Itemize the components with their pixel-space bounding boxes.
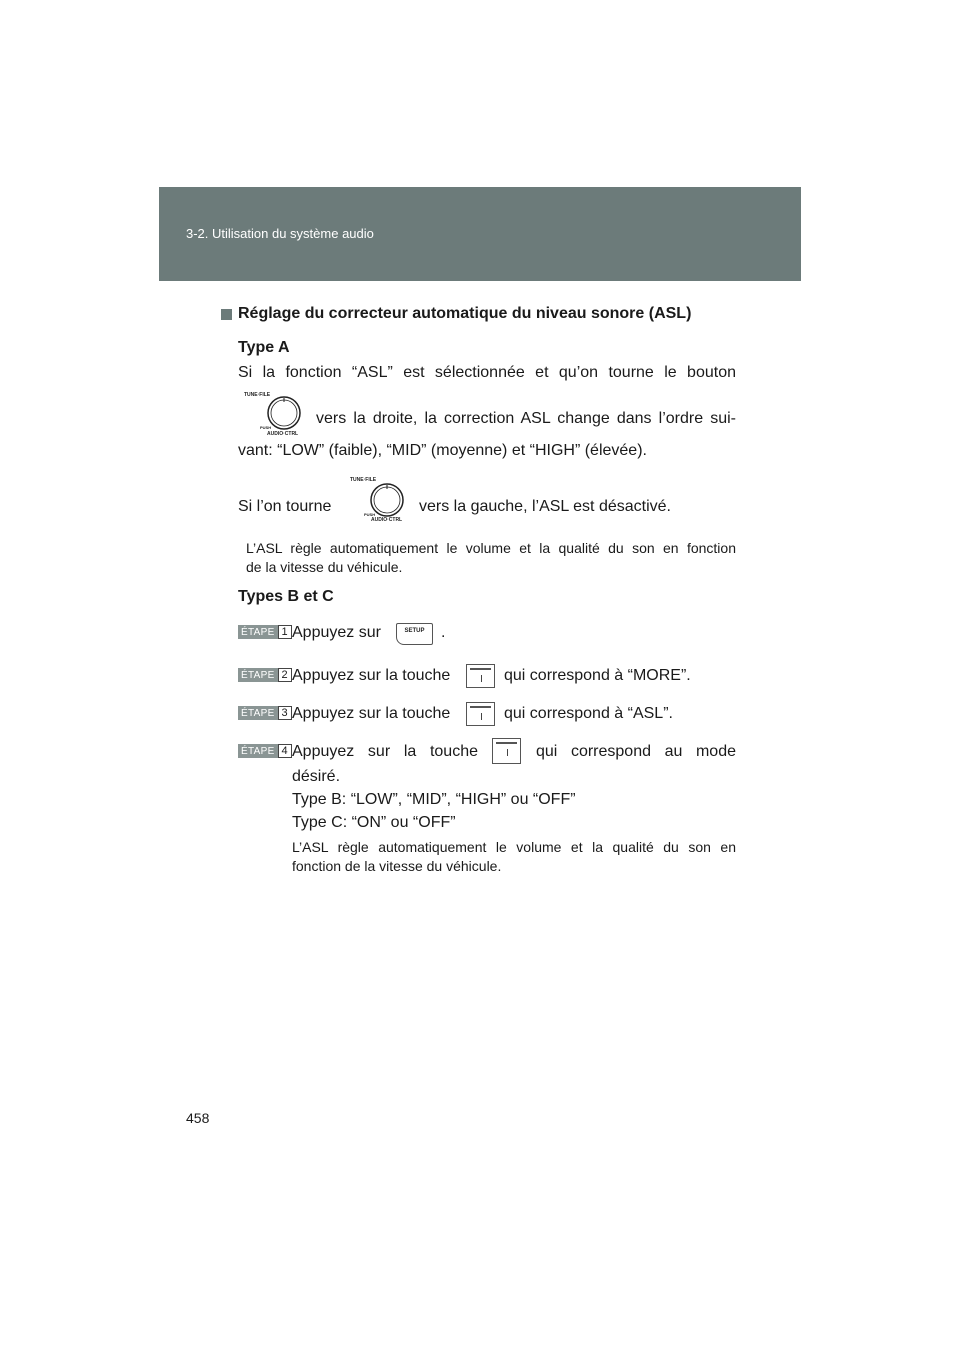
type-a-line4-post: vers la gauche, l’ASL est désactivé.	[419, 498, 671, 515]
type-a-note-line1: L’ASL règle automatiquement le volume et la qualité du son en fonction	[246, 540, 736, 556]
step-3-text: Appuyez sur la touche	[292, 705, 451, 722]
step-4-note-line1: L’ASL règle automatiquement le volume et la qualité du son en	[292, 839, 736, 855]
step-1-after: .	[441, 624, 446, 641]
screen-key-icon	[492, 738, 521, 764]
step-1-text: Appuyez sur	[292, 624, 381, 641]
setup-button-icon: SETUP	[396, 623, 433, 645]
page-number: 458	[186, 1110, 210, 1126]
section-bullet-icon	[221, 309, 232, 320]
type-a-heading: Type A	[238, 339, 290, 356]
step-4-note-line2: fonction de la vitesse du véhicule.	[292, 858, 502, 874]
type-a-line2: vers la droite, la correction ASL change dans l’ordre sui-	[316, 410, 736, 427]
step-4-after: qui correspond au mode	[536, 743, 736, 760]
breadcrumb: 3-2. Utilisation du système audio	[186, 226, 374, 241]
step-badge: ÉTAPE 2	[238, 668, 292, 682]
type-a-note-line2: de la vitesse du véhicule.	[246, 559, 403, 575]
types-bc-heading: Types B et C	[238, 588, 334, 605]
step-3-after: qui correspond à “ASL”.	[504, 705, 673, 722]
step-badge: ÉTAPE 3	[238, 706, 292, 720]
step-badge: ÉTAPE 4	[238, 744, 292, 758]
step-4-line3: Type B: “LOW”, “MID”, “HIGH” ou “OFF”	[292, 791, 576, 808]
step-4-text: Appuyez sur la touche	[292, 743, 478, 760]
section-title: Réglage du correcteur automatique du niveau sonore (ASL)	[238, 305, 692, 322]
step-4-line2: désiré.	[292, 768, 341, 785]
type-a-line3: vant: “LOW” (faible), “MID” (moyenne) et “HIGH” (élevée).	[238, 442, 647, 459]
type-a-line1: Si la fonction “ASL” est sélectionnée et qu’on tourne le bouton	[238, 364, 736, 381]
type-a-line4-pre: Si l’on tourne	[238, 498, 332, 515]
tune-file-knob-icon: TUNE·FILE PUSH AUDIO·CTRL	[350, 477, 403, 523]
tune-file-knob-icon: TUNE·FILE PUSH AUDIO·CTRL	[244, 392, 299, 437]
step-2-text: Appuyez sur la touche	[292, 667, 451, 684]
screen-key-icon	[466, 664, 495, 688]
screen-key-icon	[466, 702, 495, 726]
step-4-line4: Type C: “ON” ou “OFF”	[292, 814, 456, 831]
step-badge: ÉTAPE 1	[238, 625, 292, 639]
step-2-after: qui correspond à “MORE”.	[504, 667, 691, 684]
